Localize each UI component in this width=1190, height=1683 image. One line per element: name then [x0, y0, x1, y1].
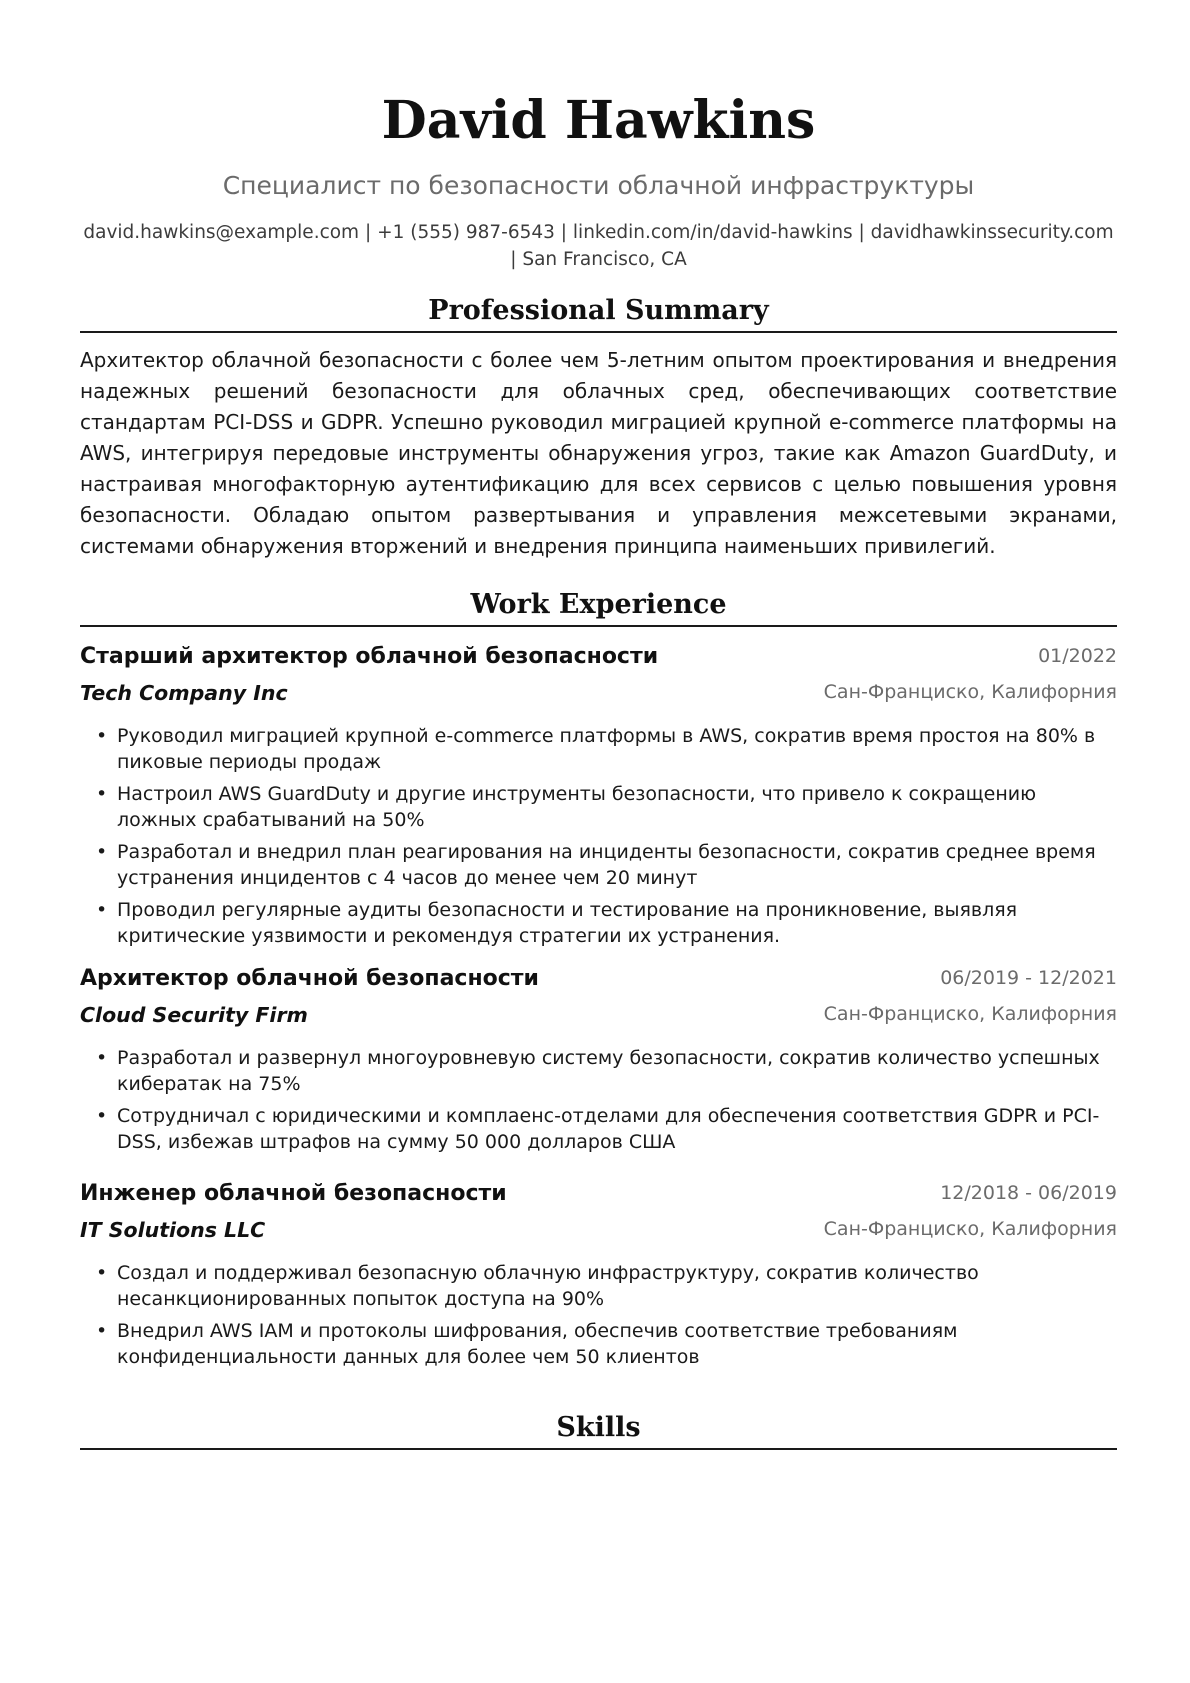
job-bullet: • Сотрудничал с юридическими и комплаенс-отделами для обеспечения соответствия GDPR и PCI-DSS, избежав штрафов на сумму 50 000 долларов США — [96, 1105, 1100, 1153]
job-bullet: • Настроил AWS GuardDuty и другие инструменты безопасности, что привело к сокращению ложных срабатываний на 50% — [96, 783, 1037, 831]
job-date: 06/2019 - 12/2021 — [940, 967, 1117, 989]
company-name: Tech Company Inc — [80, 681, 288, 705]
job-title: Старший архитектор облачной безопасности — [80, 644, 659, 669]
job-entry — [80, 961, 1117, 1161]
job-title: Инженер облачной безопасности — [80, 1181, 507, 1206]
bullet-icon: • — [96, 1262, 108, 1284]
job-location: Сан-Франциско, Калифорния — [823, 681, 1117, 703]
bullet-icon: • — [96, 725, 108, 747]
bullet-icon: • — [96, 1105, 108, 1127]
job-bullet: • Руководил миграцией крупной e-commerce платформы в AWS, сократив время простоя на 80% в пиковые периоды продаж — [96, 725, 1096, 773]
job-bullets — [80, 1045, 1117, 1155]
contact-line-1: david.hawkins@example.com | +1 (555) 987-6543 | linkedin.com/in/david-hawkins | davidhawkinssecurity.com — [83, 222, 1114, 243]
job-entry — [80, 1176, 1117, 1376]
skills-heading: Skills — [556, 1412, 641, 1443]
contact-info — [80, 219, 1117, 273]
contact-line-2: | San Francisco, CA — [510, 249, 687, 270]
experience-divider — [80, 625, 1117, 627]
bullet-icon: • — [96, 783, 108, 805]
bullet-icon: • — [96, 899, 108, 921]
job-bullet: • Внедрил AWS IAM и протоколы шифрования, обеспечив соответствие требованиям конфиденциальности данных для более чем 50 клиентов — [96, 1320, 958, 1368]
job-bullet: • Создал и поддерживал безопасную облачную инфраструктуру, сократив количество несанкционированных попыток доступа на 90% — [96, 1262, 979, 1310]
bullet-icon: • — [96, 1047, 108, 1069]
job-bullet: • Разработал и развернул многоуровневую систему безопасности, сократив количество успешных кибератак на 75% — [96, 1047, 1100, 1095]
bullet-icon: • — [96, 1320, 108, 1342]
candidate-title: Специалист по безопасности облачной инфраструктуры — [222, 171, 975, 200]
candidate-name: David Hawkins — [381, 90, 816, 151]
job-location: Сан-Франциско, Калифорния — [823, 1003, 1117, 1025]
skills-divider — [80, 1448, 1117, 1450]
job-bullet: • Проводил регулярные аудиты безопасности и тестирование на проникновение, выявляя критические уязвимости и рекомендуя стратегии их устранения. — [96, 899, 1018, 947]
job-bullets — [80, 1260, 1117, 1370]
bullet-icon: • — [96, 841, 108, 863]
job-location: Сан-Франциско, Калифорния — [823, 1218, 1117, 1240]
job-date: 12/2018 - 06/2019 — [940, 1182, 1117, 1204]
job-date: 01/2022 — [1038, 645, 1117, 667]
summary-heading: Professional Summary — [428, 295, 769, 326]
job-bullet: • Разработал и внедрил план реагирования на инциденты безопасности, сократив среднее время устранения инцидентов с 4 часов до менее чем 20 минут — [96, 841, 1096, 889]
summary-divider — [80, 331, 1117, 333]
job-entry — [80, 639, 1117, 955]
summary-text: Архитектор облачной безопасности с более чем 5-летним опытом проектирования и внедрения надежных решений безопасности для облачных сред, обеспечивающих соответствие стандартам PCI-DSS и GDPR. Успешно руководил миграцией крупной e-commerce платформы на AWS, интегрируя передовые инструменты обнаружения угроз, такие как Amazon GuardDuty, и настраивая многофакторную аутентификацию для всех сервисов с целью повышения уровня безопасности. Обладаю опытом развертывания и управления межсетевыми экранами, системами обнаружения вторжений и внедрения принципа наименьших привилегий. — [80, 348, 1117, 558]
job-bullets — [80, 723, 1117, 949]
company-name: IT Solutions LLC — [80, 1218, 266, 1242]
company-name: Cloud Security Firm — [80, 1003, 308, 1027]
job-title: Архитектор облачной безопасности — [80, 966, 539, 991]
experience-heading: Work Experience — [470, 589, 727, 620]
